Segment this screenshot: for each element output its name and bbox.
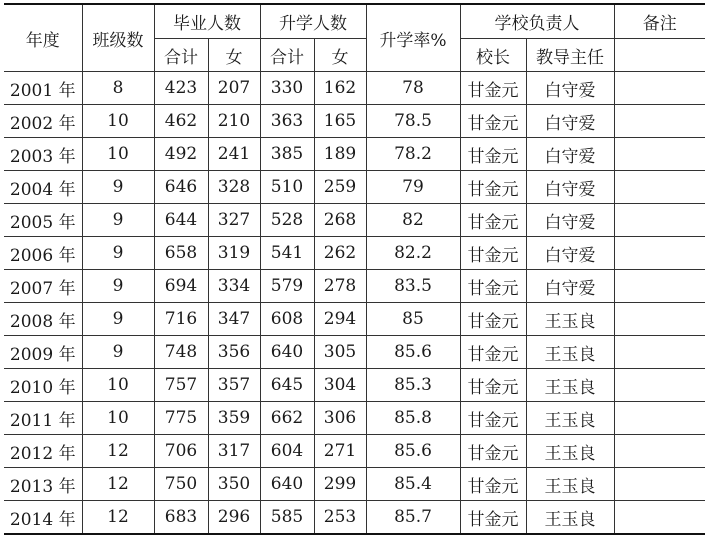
cell-enr-total: 363 bbox=[260, 105, 314, 138]
cell-enr-total: 640 bbox=[260, 336, 314, 369]
header-director: 教导主任 bbox=[526, 39, 614, 72]
cell-director: 白守爱 bbox=[526, 237, 614, 270]
cell-classes: 12 bbox=[82, 468, 154, 501]
cell-enr-total: 604 bbox=[260, 435, 314, 468]
cell-enr-female: 162 bbox=[314, 72, 366, 105]
cell-year: 2001 年 bbox=[4, 72, 82, 105]
cell-director: 王玉良 bbox=[526, 402, 614, 435]
table-body bbox=[4, 72, 705, 535]
table-row bbox=[4, 435, 705, 468]
cell-director: 王玉良 bbox=[526, 468, 614, 501]
cell-note bbox=[614, 402, 705, 435]
cell-director: 王玉良 bbox=[526, 336, 614, 369]
cell-classes: 9 bbox=[82, 336, 154, 369]
table-row bbox=[4, 303, 705, 336]
cell-rate: 82 bbox=[366, 204, 460, 237]
cell-note bbox=[614, 270, 705, 303]
cell-principal: 甘金元 bbox=[460, 468, 526, 501]
cell-note bbox=[614, 501, 705, 535]
cell-principal: 甘金元 bbox=[460, 336, 526, 369]
cell-principal: 甘金元 bbox=[460, 435, 526, 468]
cell-grad-total: 757 bbox=[154, 369, 208, 402]
cell-rate: 85.8 bbox=[366, 402, 460, 435]
cell-classes: 9 bbox=[82, 303, 154, 336]
cell-principal: 甘金元 bbox=[460, 369, 526, 402]
cell-enr-female: 304 bbox=[314, 369, 366, 402]
cell-principal: 甘金元 bbox=[460, 204, 526, 237]
cell-note bbox=[614, 468, 705, 501]
cell-year: 2003 年 bbox=[4, 138, 82, 171]
header-enr-total: 合计 bbox=[260, 39, 314, 72]
header-grad-female: 女 bbox=[208, 39, 260, 72]
header-enr-female: 女 bbox=[314, 39, 366, 72]
header-notes: 备注 bbox=[614, 4, 705, 39]
cell-year: 2009 年 bbox=[4, 336, 82, 369]
table-row bbox=[4, 336, 705, 369]
cell-classes: 12 bbox=[82, 435, 154, 468]
cell-grad-total: 748 bbox=[154, 336, 208, 369]
cell-grad-female: 334 bbox=[208, 270, 260, 303]
cell-grad-female: 207 bbox=[208, 72, 260, 105]
cell-grad-total: 462 bbox=[154, 105, 208, 138]
table-row bbox=[4, 237, 705, 270]
cell-note bbox=[614, 105, 705, 138]
cell-grad-total: 706 bbox=[154, 435, 208, 468]
cell-classes: 9 bbox=[82, 171, 154, 204]
cell-rate: 79 bbox=[366, 171, 460, 204]
cell-note bbox=[614, 303, 705, 336]
cell-principal: 甘金元 bbox=[460, 501, 526, 535]
cell-enr-female: 278 bbox=[314, 270, 366, 303]
cell-enr-total: 385 bbox=[260, 138, 314, 171]
cell-principal: 甘金元 bbox=[460, 303, 526, 336]
header-leaders: 学校负责人 bbox=[460, 4, 614, 39]
cell-rate: 83.5 bbox=[366, 270, 460, 303]
header-classes: 班级数 bbox=[82, 4, 154, 72]
header-notes-blank bbox=[614, 39, 705, 72]
cell-enr-female: 268 bbox=[314, 204, 366, 237]
cell-director: 王玉良 bbox=[526, 369, 614, 402]
table-row bbox=[4, 171, 705, 204]
cell-enr-female: 299 bbox=[314, 468, 366, 501]
cell-grad-female: 296 bbox=[208, 501, 260, 535]
cell-enr-female: 253 bbox=[314, 501, 366, 535]
cell-rate: 85.6 bbox=[366, 435, 460, 468]
table-row bbox=[4, 138, 705, 171]
cell-note bbox=[614, 237, 705, 270]
cell-principal: 甘金元 bbox=[460, 402, 526, 435]
cell-enr-total: 541 bbox=[260, 237, 314, 270]
cell-grad-total: 658 bbox=[154, 237, 208, 270]
header-grad-total: 合计 bbox=[154, 39, 208, 72]
cell-grad-total: 683 bbox=[154, 501, 208, 535]
cell-rate: 78.5 bbox=[366, 105, 460, 138]
table-row bbox=[4, 72, 705, 105]
cell-note bbox=[614, 369, 705, 402]
cell-classes: 9 bbox=[82, 237, 154, 270]
graduation-stats-table bbox=[4, 3, 705, 535]
cell-director: 白守爱 bbox=[526, 171, 614, 204]
table-row bbox=[4, 402, 705, 435]
cell-grad-female: 210 bbox=[208, 105, 260, 138]
table-row bbox=[4, 270, 705, 303]
cell-enr-female: 262 bbox=[314, 237, 366, 270]
cell-year: 2002 年 bbox=[4, 105, 82, 138]
table-row bbox=[4, 204, 705, 237]
cell-year: 2011 年 bbox=[4, 402, 82, 435]
cell-note bbox=[614, 171, 705, 204]
cell-grad-total: 694 bbox=[154, 270, 208, 303]
cell-rate: 85.3 bbox=[366, 369, 460, 402]
cell-classes: 10 bbox=[82, 402, 154, 435]
cell-rate: 82.2 bbox=[366, 237, 460, 270]
header-row-1 bbox=[4, 4, 705, 39]
cell-director: 王玉良 bbox=[526, 435, 614, 468]
cell-enr-female: 271 bbox=[314, 435, 366, 468]
cell-director: 白守爱 bbox=[526, 105, 614, 138]
cell-rate: 85.4 bbox=[366, 468, 460, 501]
header-principal: 校长 bbox=[460, 39, 526, 72]
cell-note bbox=[614, 204, 705, 237]
cell-classes: 9 bbox=[82, 204, 154, 237]
cell-enr-female: 189 bbox=[314, 138, 366, 171]
cell-year: 2008 年 bbox=[4, 303, 82, 336]
cell-enr-total: 510 bbox=[260, 171, 314, 204]
cell-rate: 85 bbox=[366, 303, 460, 336]
cell-director: 白守爱 bbox=[526, 72, 614, 105]
cell-year: 2006 年 bbox=[4, 237, 82, 270]
cell-note bbox=[614, 336, 705, 369]
cell-enr-total: 645 bbox=[260, 369, 314, 402]
cell-principal: 甘金元 bbox=[460, 171, 526, 204]
cell-rate: 78.2 bbox=[366, 138, 460, 171]
table-container bbox=[4, 3, 705, 535]
cell-enr-total: 640 bbox=[260, 468, 314, 501]
cell-principal: 甘金元 bbox=[460, 72, 526, 105]
cell-grad-total: 716 bbox=[154, 303, 208, 336]
cell-year: 2012 年 bbox=[4, 435, 82, 468]
cell-enr-female: 305 bbox=[314, 336, 366, 369]
header-enrolled: 升学人数 bbox=[260, 4, 366, 39]
cell-director: 白守爱 bbox=[526, 204, 614, 237]
cell-grad-female: 241 bbox=[208, 138, 260, 171]
table-row bbox=[4, 369, 705, 402]
cell-note bbox=[614, 72, 705, 105]
table-row bbox=[4, 105, 705, 138]
cell-grad-female: 327 bbox=[208, 204, 260, 237]
cell-rate: 85.6 bbox=[366, 336, 460, 369]
cell-classes: 10 bbox=[82, 105, 154, 138]
cell-enr-female: 306 bbox=[314, 402, 366, 435]
cell-grad-female: 350 bbox=[208, 468, 260, 501]
cell-director: 王玉良 bbox=[526, 303, 614, 336]
cell-grad-female: 319 bbox=[208, 237, 260, 270]
cell-grad-total: 644 bbox=[154, 204, 208, 237]
cell-classes: 10 bbox=[82, 369, 154, 402]
cell-enr-female: 294 bbox=[314, 303, 366, 336]
cell-enr-total: 330 bbox=[260, 72, 314, 105]
cell-grad-female: 357 bbox=[208, 369, 260, 402]
cell-rate: 78 bbox=[366, 72, 460, 105]
cell-director: 白守爱 bbox=[526, 270, 614, 303]
table-row bbox=[4, 501, 705, 535]
cell-year: 2005 年 bbox=[4, 204, 82, 237]
cell-grad-female: 356 bbox=[208, 336, 260, 369]
cell-enr-female: 165 bbox=[314, 105, 366, 138]
cell-director: 王玉良 bbox=[526, 501, 614, 535]
cell-year: 2004 年 bbox=[4, 171, 82, 204]
cell-note bbox=[614, 138, 705, 171]
cell-classes: 9 bbox=[82, 270, 154, 303]
cell-grad-female: 347 bbox=[208, 303, 260, 336]
cell-grad-female: 359 bbox=[208, 402, 260, 435]
cell-grad-total: 646 bbox=[154, 171, 208, 204]
header-year: 年度 bbox=[4, 4, 82, 72]
cell-grad-total: 423 bbox=[154, 72, 208, 105]
cell-enr-total: 662 bbox=[260, 402, 314, 435]
cell-classes: 12 bbox=[82, 501, 154, 535]
cell-enr-total: 579 bbox=[260, 270, 314, 303]
cell-grad-female: 317 bbox=[208, 435, 260, 468]
cell-grad-total: 750 bbox=[154, 468, 208, 501]
cell-rate: 85.7 bbox=[366, 501, 460, 535]
cell-grad-total: 775 bbox=[154, 402, 208, 435]
cell-principal: 甘金元 bbox=[460, 105, 526, 138]
cell-year: 2010 年 bbox=[4, 369, 82, 402]
cell-year: 2014 年 bbox=[4, 501, 82, 535]
cell-principal: 甘金元 bbox=[460, 270, 526, 303]
cell-principal: 甘金元 bbox=[460, 237, 526, 270]
cell-enr-total: 585 bbox=[260, 501, 314, 535]
cell-enr-female: 259 bbox=[314, 171, 366, 204]
cell-grad-female: 328 bbox=[208, 171, 260, 204]
header-graduates: 毕业人数 bbox=[154, 4, 260, 39]
cell-year: 2007 年 bbox=[4, 270, 82, 303]
cell-classes: 10 bbox=[82, 138, 154, 171]
cell-enr-total: 528 bbox=[260, 204, 314, 237]
cell-note bbox=[614, 435, 705, 468]
cell-principal: 甘金元 bbox=[460, 138, 526, 171]
cell-classes: 8 bbox=[82, 72, 154, 105]
cell-year: 2013 年 bbox=[4, 468, 82, 501]
cell-enr-total: 608 bbox=[260, 303, 314, 336]
header-rate: 升学率% bbox=[366, 4, 460, 72]
table-row bbox=[4, 468, 705, 501]
cell-director: 白守爱 bbox=[526, 138, 614, 171]
cell-grad-total: 492 bbox=[154, 138, 208, 171]
